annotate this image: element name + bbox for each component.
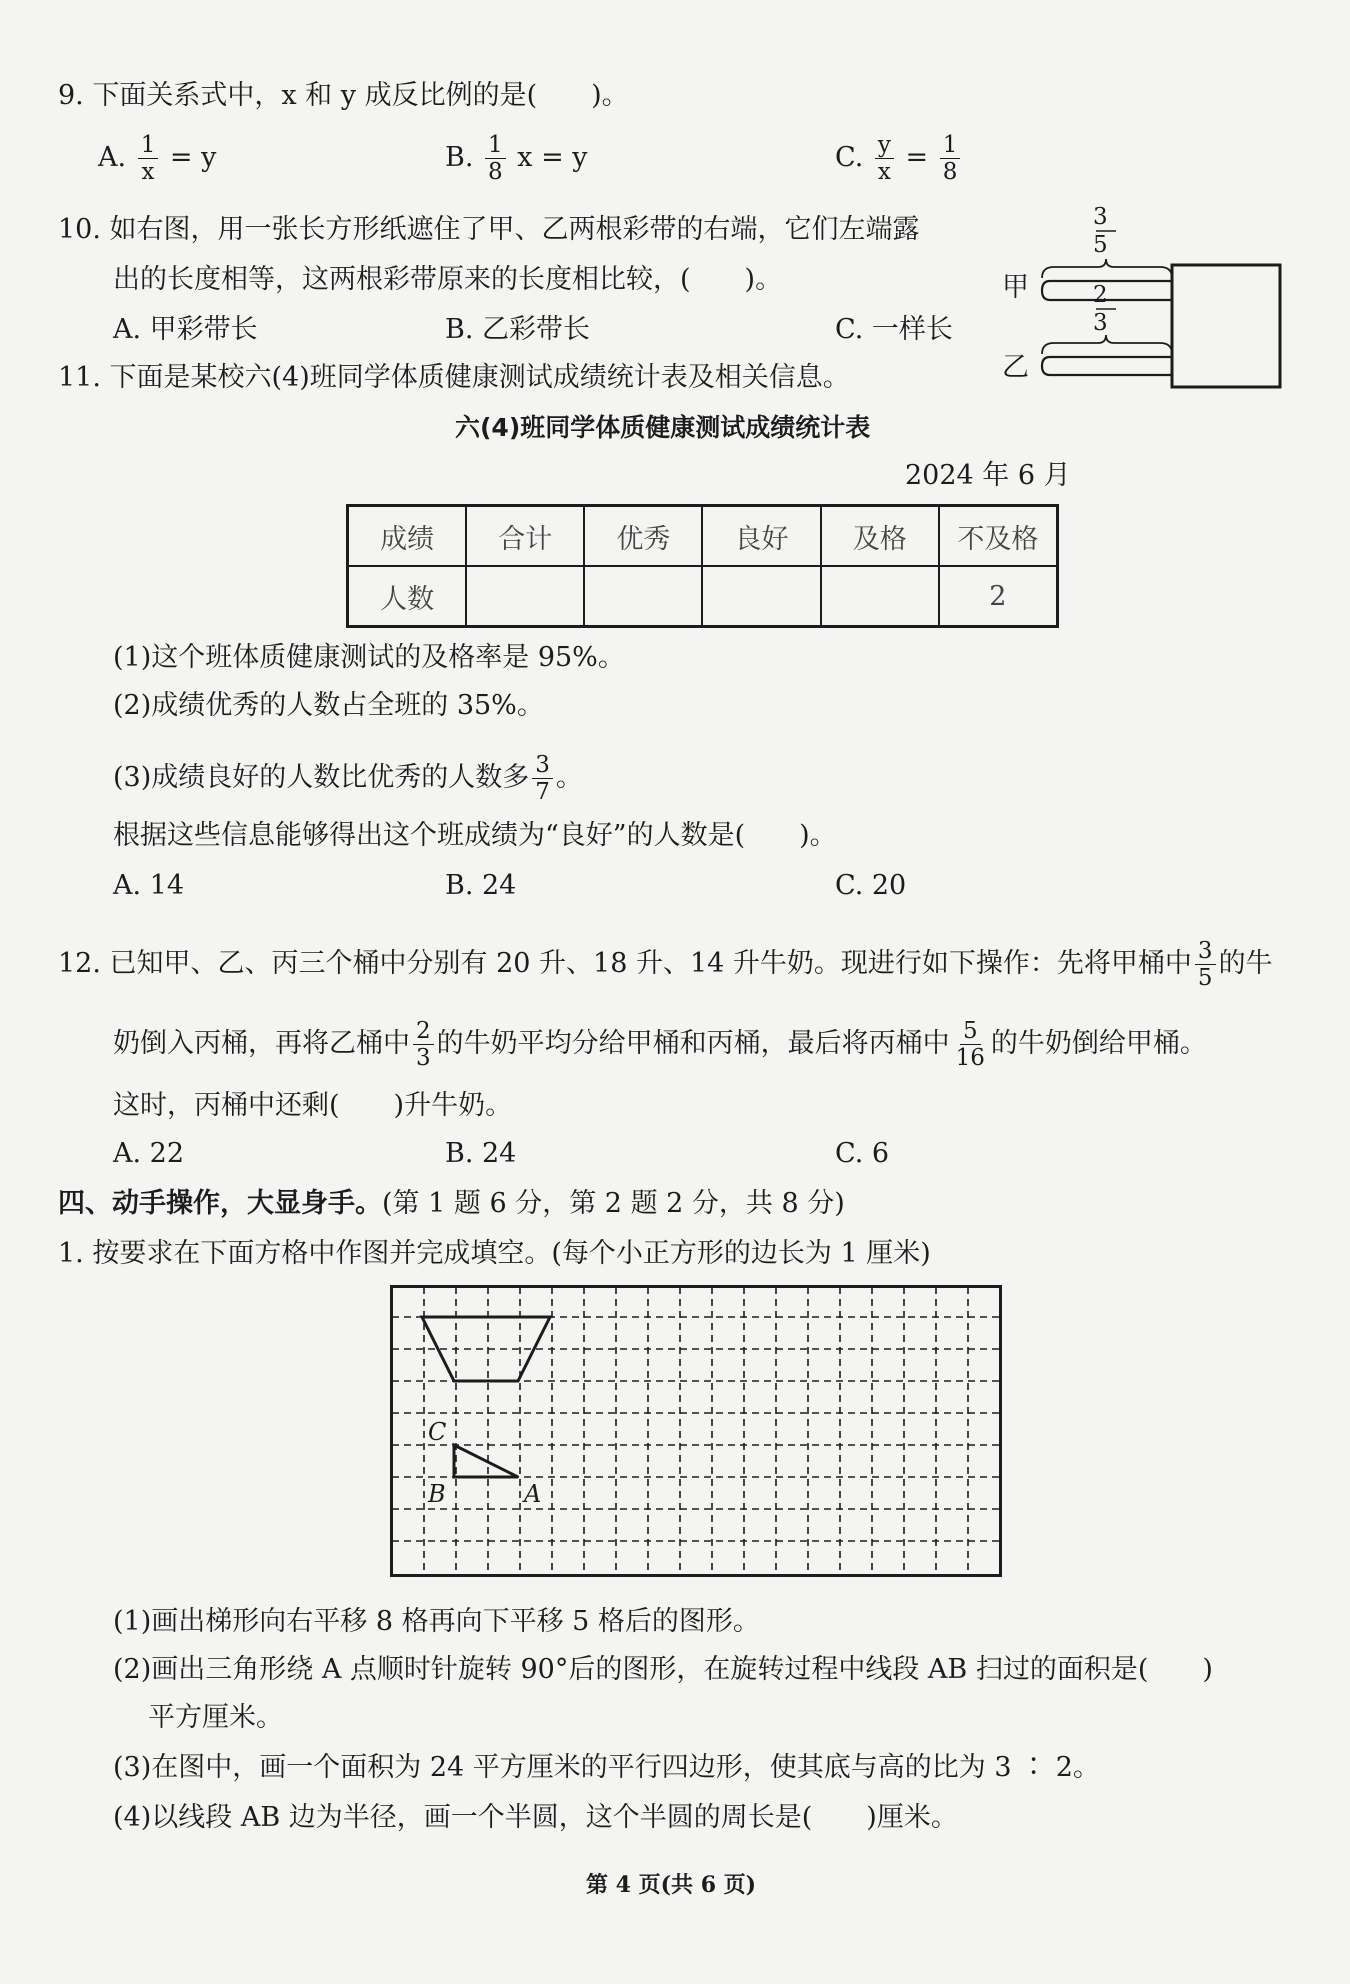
q10-option-a: A. 甲彩带长	[113, 314, 258, 345]
q12-line2: 奶倒入丙桶，再将乙桶中 $\frac{2}{3}$ 的牛奶平均分给甲桶和丙桶，最后将丙桶中 $\frac{5}{16}$ 的牛奶倒给甲桶。	[113, 1018, 1207, 1071]
q12-line1: 12. 已知甲、乙、丙三个桶中分别有 20 升、18 升、14 升牛奶。现进行如下操作：先将甲桶中 $\frac{3}{5}$ 的牛	[58, 938, 1273, 991]
fig-frac2-den: 3	[1093, 310, 1108, 336]
brace-yi	[1042, 335, 1172, 354]
table-cell: 及格	[821, 506, 939, 567]
table-cell: 优秀	[584, 506, 702, 567]
fraction: $\frac{3}{7}$	[532, 752, 553, 805]
table-cell: 人数	[348, 566, 467, 627]
fig-frac2-num: 2	[1093, 282, 1108, 308]
s4-sub4: (4)以线段 AB 边为半径，画一个半圆，这个半圆的周长是( )厘米。	[113, 1802, 958, 1833]
fraction: $\frac{2}{3}$	[413, 1018, 434, 1071]
q11-info1: (1)这个班体质健康测试的及格率是 95%。	[113, 642, 625, 673]
table-title: 六(4)班同学体质健康测试成绩统计表	[455, 413, 871, 442]
table-cell[interactable]	[702, 566, 820, 627]
q12-option-a: A. 22	[113, 1138, 185, 1169]
fraction: $\frac{1}{x}$	[138, 132, 159, 185]
section4-heading: 四、动手操作，大显身手。	[58, 1188, 382, 1219]
q10-option-b: B. 乙彩带长	[445, 314, 591, 345]
table-cell: 不及格	[939, 506, 1058, 567]
ribbon-figure	[990, 205, 1300, 395]
table-row	[348, 566, 1058, 627]
fraction: $\frac{1}{8}$	[940, 132, 961, 185]
fraction: $\frac{y}{x}$	[875, 132, 894, 185]
q10-line2: 出的长度相等，这两根彩带原来的长度相比较，( )。	[113, 264, 783, 295]
fig-frac1-num: 3	[1093, 204, 1108, 230]
q11-option-c: C. 20	[835, 870, 907, 901]
table-row	[348, 506, 1058, 567]
q11-info3: (3)成绩良好的人数比优秀的人数多 $\frac{3}{7}$ 。	[113, 752, 583, 805]
fraction: $\frac{3}{5}$	[1195, 938, 1216, 991]
label-yi: 乙	[1002, 352, 1029, 383]
table-cell[interactable]	[584, 566, 702, 627]
table-cell[interactable]	[466, 566, 584, 627]
s4-sub3: (3)在图中，画一个面积为 24 平方厘米的平行四边形，使其底与高的比为 3 ∶ 2。	[113, 1752, 1100, 1783]
page-footer: 第 4 页(共 6 页)	[586, 1872, 757, 1898]
s4-sub2a: (2)画出三角形绕 A 点顺时针旋转 90°后的图形，在旋转过程中线段 AB 扫过的面积是( )	[113, 1654, 1213, 1685]
grid-lines	[392, 1287, 1000, 1575]
ribbon-yi	[1042, 357, 1172, 375]
label-a: A	[524, 1480, 542, 1508]
fig-frac1-den: 5	[1093, 232, 1108, 258]
s4-sub1: (1)画出梯形向右平移 8 格再向下平移 5 格后的图形。	[113, 1606, 760, 1637]
stats-table	[346, 504, 1059, 628]
cover-paper	[1172, 265, 1280, 387]
triangle-abc	[454, 1445, 518, 1477]
grid-figure	[390, 1285, 1002, 1577]
q12-line3: 这时，丙桶中还剩( )升牛奶。	[113, 1090, 513, 1121]
table-cell: 成绩	[348, 506, 467, 567]
q11-stem: 11. 下面是某校六(4)班同学体质健康测试成绩统计表及相关信息。	[58, 362, 850, 393]
table-cell[interactable]	[821, 566, 939, 627]
table-date: 2024 年 6 月	[905, 460, 1071, 491]
section4-note: (第 1 题 6 分，第 2 题 2 分，共 8 分)	[382, 1188, 845, 1219]
brace-jia	[1042, 259, 1172, 278]
table-cell: 良好	[702, 506, 820, 567]
table-cell: 2	[939, 566, 1058, 627]
q9-stem: 9. 下面关系式中，x 和 y 成反比例的是( )。	[58, 80, 629, 111]
fraction: $\frac{5}{16}$	[955, 1018, 985, 1071]
s4-sub2b: 平方厘米。	[148, 1702, 283, 1733]
q9-option-b: B. $\frac{1}{8}$ x = y	[445, 132, 588, 185]
q9-option-c: C. $\frac{y}{x}$ = $\frac{1}{8}$	[835, 132, 963, 185]
q11-ask: 根据这些信息能够得出这个班成绩为“良好”的人数是( )。	[113, 820, 837, 851]
q9-option-a: A. $\frac{1}{x}$ = y	[98, 132, 217, 185]
q10-line1: 10. 如右图，用一张长方形纸遮住了甲、乙两根彩带的右端，它们左端露	[58, 214, 920, 245]
q10-option-c: C. 一样长	[835, 314, 953, 345]
q11-option-a: A. 14	[113, 870, 185, 901]
table-cell: 合计	[466, 506, 584, 567]
fraction: $\frac{1}{8}$	[485, 132, 506, 185]
q11-option-b: B. 24	[445, 870, 517, 901]
q11-info2: (2)成绩优秀的人数占全班的 35%。	[113, 690, 544, 721]
label-c: C	[428, 1418, 447, 1446]
s4-q1: 1. 按要求在下面方格中作图并完成填空。(每个小正方形的边长为 1 厘米)	[58, 1238, 931, 1269]
label-b: B	[428, 1480, 446, 1508]
q12-option-b: B. 24	[445, 1138, 517, 1169]
label-jia: 甲	[1002, 272, 1029, 303]
section4-heading-row	[58, 1186, 845, 1222]
grid-border	[392, 1287, 1001, 1576]
q12-option-c: C. 6	[835, 1138, 890, 1169]
